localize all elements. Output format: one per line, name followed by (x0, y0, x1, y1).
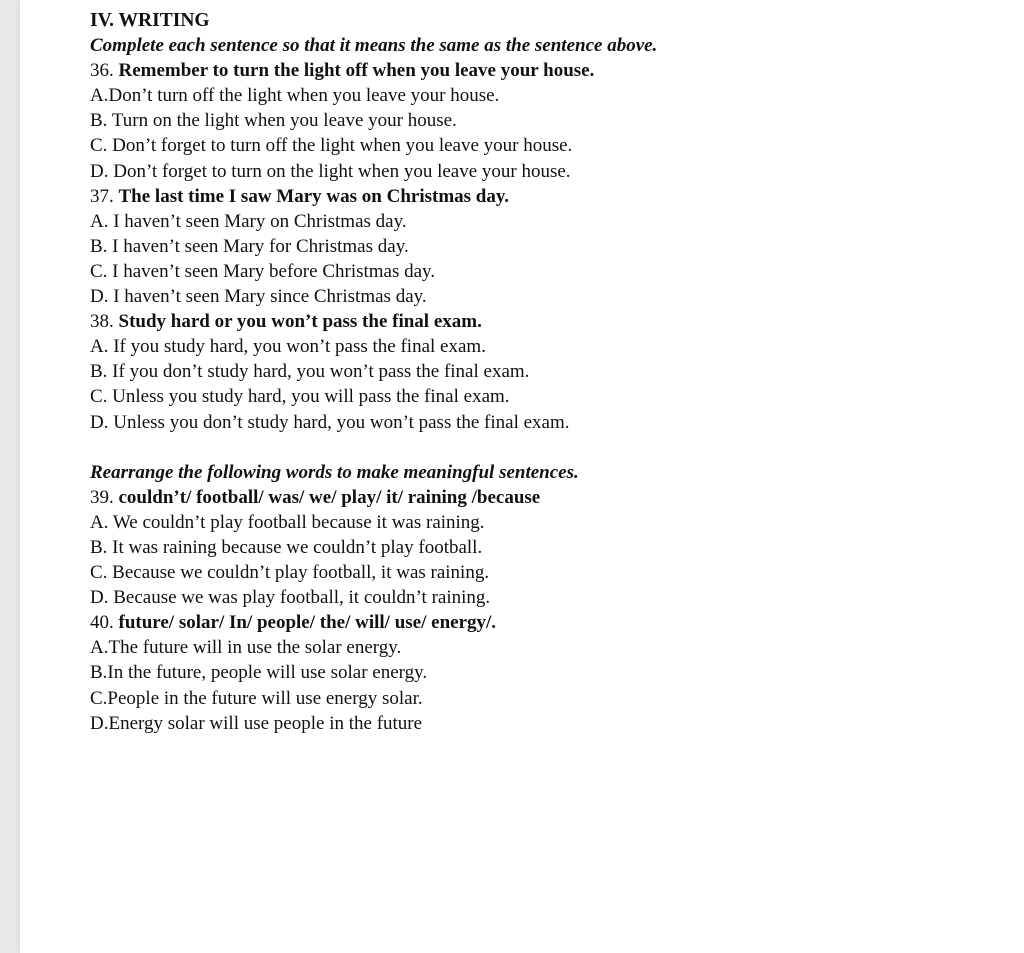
part1-instruction: Complete each sentence so that it means the same as the sentence above. (90, 35, 658, 57)
question-37-stem (90, 184, 990, 209)
section-gap (90, 435, 990, 460)
question-number: 38. (90, 311, 114, 333)
question-40-option-c: C.People in the future will use energy solar. (90, 687, 423, 709)
question-number: 36. (90, 60, 114, 82)
question-38-option-c: C. Unless you study hard, you will pass the final exam. (90, 386, 510, 408)
worksheet-content (90, 8, 990, 736)
question-36-option-d: D. Don’t forget to turn on the light when you leave your house. (90, 160, 571, 182)
question-stem-text: Remember to turn the light off when you leave your house. (118, 60, 595, 82)
question-stem-text: couldn’t/ football/ was/ we/ play/ it/ raining /because (118, 486, 541, 508)
question-39-option-b: B. It was raining because we couldn’t play football. (90, 536, 483, 558)
section-title: IV. WRITING (90, 10, 210, 31)
question-37-option-c: C. I haven’t seen Mary before Christmas day. (90, 260, 436, 282)
question-39-stem (90, 485, 990, 510)
question-36-stem (90, 58, 990, 83)
question-stem-text: future/ solar/ In/ people/ the/ will/ use/ energy/. (118, 612, 497, 634)
question-36-option-a: A.Don’t turn off the light when you leave your house. (90, 85, 500, 107)
question-number: 40. (90, 612, 114, 634)
question-38-option-a: A. If you study hard, you won’t pass the final exam. (90, 336, 486, 358)
part2-instruction: Rearrange the following words to make meaningful sentences. (90, 461, 579, 483)
question-38-stem (90, 309, 990, 334)
question-37-option-b: B. I haven’t seen Mary for Christmas day. (90, 235, 409, 257)
question-39-option-d: D. Because we was play football, it couldn’t raining. (90, 587, 491, 609)
question-40-option-a: A.The future will in use the solar energy. (90, 637, 402, 659)
question-38-option-d: D. Unless you don’t study hard, you won’t pass the final exam. (90, 411, 570, 433)
question-39-option-a: A. We couldn’t play football because it was raining. (90, 511, 485, 533)
question-36-option-b: B. Turn on the light when you leave your house. (90, 110, 457, 132)
question-38-option-b: B. If you don’t study hard, you won’t pass the final exam. (90, 361, 530, 383)
question-40-stem (90, 610, 990, 635)
question-stem-text: Study hard or you won’t pass the final exam. (118, 311, 482, 333)
question-36-option-c: C. Don’t forget to turn off the light when you leave your house. (90, 135, 573, 157)
document-page (20, 0, 1024, 953)
question-37-option-a: A. I haven’t seen Mary on Christmas day. (90, 210, 407, 232)
question-40-option-d: D.Energy solar will use people in the future (90, 712, 423, 734)
question-number: 39. (90, 486, 114, 508)
question-39-option-c: C. Because we couldn’t play football, it was raining. (90, 562, 490, 584)
question-number: 37. (90, 185, 114, 207)
question-40-option-b: B.In the future, people will use solar energy. (90, 662, 428, 684)
question-stem-text: The last time I saw Mary was on Christmas day. (118, 185, 510, 207)
question-37-option-d: D. I haven’t seen Mary since Christmas day. (90, 286, 427, 308)
